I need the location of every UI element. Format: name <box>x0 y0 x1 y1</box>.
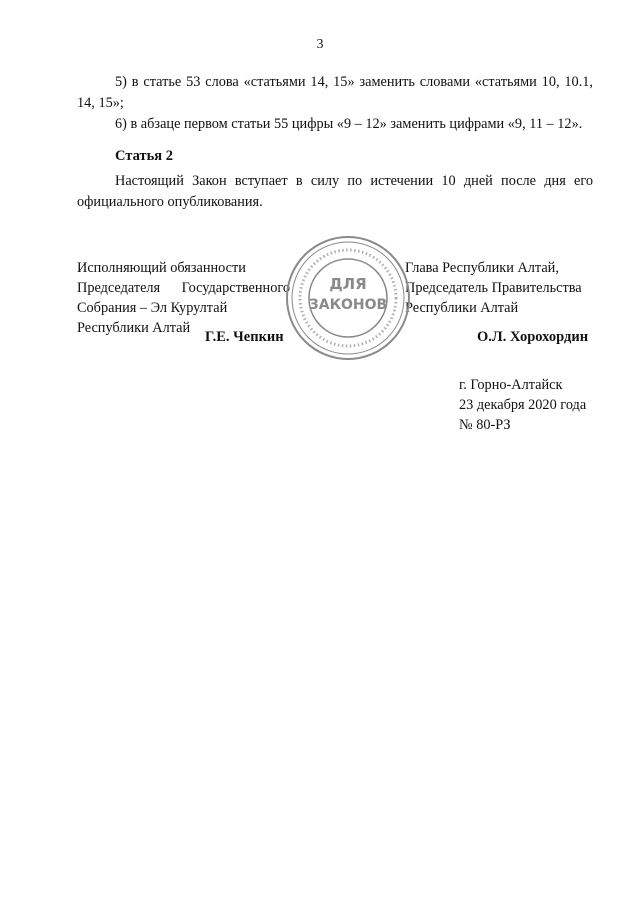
amendment-item-5-text: 5) в статье 53 слова «статьями 14, 15» заменить словами «статьями 10, 10.1, 14, 15»; <box>77 74 593 111</box>
amendment-item-6-text: 6) в абзаце первом статьи 55 цифры «9 – 12» заменить цифрами «9, 11 – 12». <box>115 116 583 132</box>
right-title-line-3: Республики Алтай <box>405 300 519 316</box>
stamp-text-line-2: ЗАКОНОВ <box>308 297 388 313</box>
page-number: 3 <box>316 37 324 52</box>
right-signatory-title <box>405 258 605 318</box>
right-title-line-1: Глава Республики Алтай, <box>405 260 559 276</box>
footer-city: г. Горно-Алтайск <box>459 377 563 393</box>
right-title-line-2: Председатель Правительства <box>405 280 582 296</box>
document-footer <box>459 375 586 435</box>
left-signatory-title <box>77 258 292 338</box>
left-title-line-3: Собрания – Эл Курултай <box>77 300 228 316</box>
amendment-item-6 <box>77 114 593 135</box>
left-title-line-2 <box>77 278 290 298</box>
article-2-body <box>77 171 593 213</box>
footer-number: № 80-РЗ <box>459 417 511 433</box>
right-signatory-name: О.Л. Хорохордин <box>477 329 589 345</box>
left-title-line-4: Республики Алтай <box>77 320 191 336</box>
article-2-text: Настоящий Закон вступает в силу по истечении 10 дней после дня его официального опубликования. <box>77 173 593 210</box>
amendment-item-5 <box>77 72 593 114</box>
left-title-line-2b: Государственного <box>181 280 290 296</box>
stamp-text-line-1: ДЛЯ <box>329 275 367 293</box>
official-stamp <box>283 233 413 363</box>
article-2-heading: Статья 2 <box>115 148 173 164</box>
stamp-seal-icon <box>283 233 413 363</box>
left-signatory-name: Г.Е. Чепкин <box>205 329 284 345</box>
left-title-line-1: Исполняющий обязанности <box>77 260 246 276</box>
left-title-line-2a: Председателя <box>77 280 161 296</box>
footer-date: 23 декабря 2020 года <box>459 397 587 413</box>
